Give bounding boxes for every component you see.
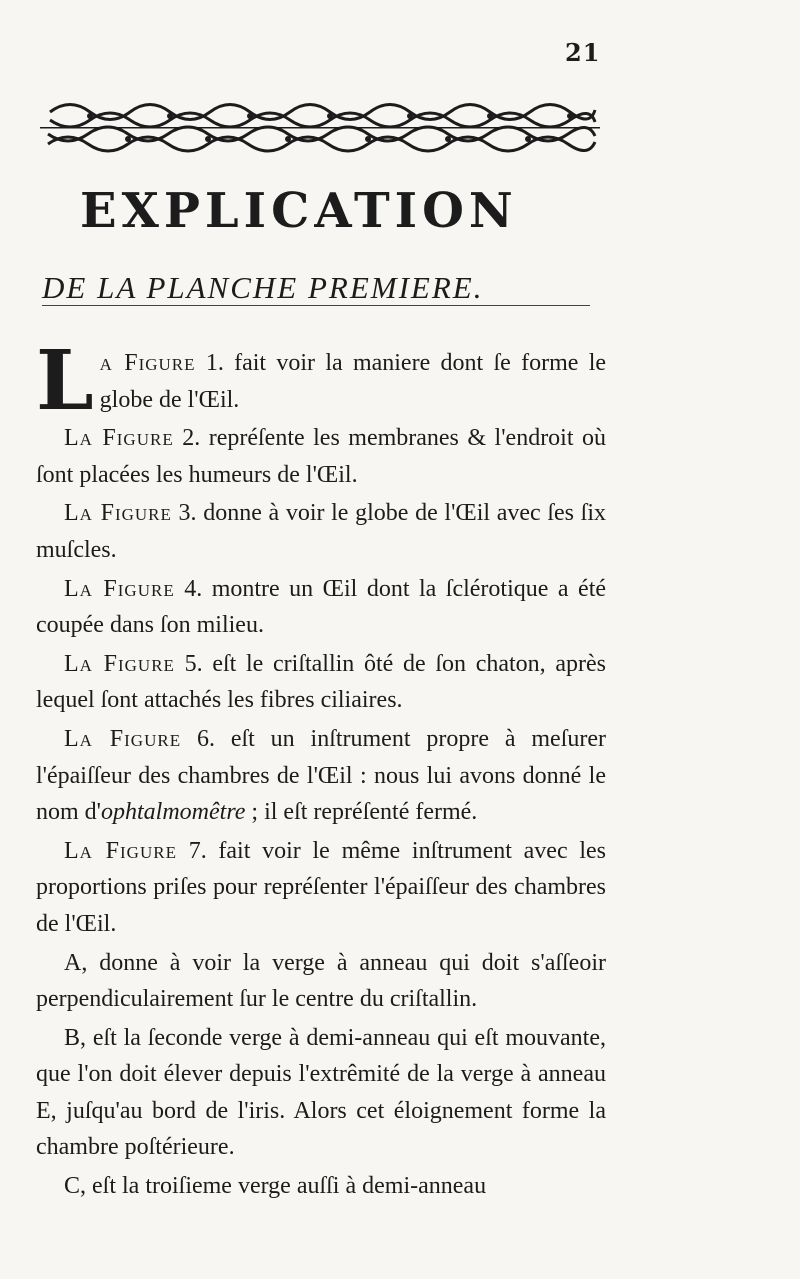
figure-label: La Figure [64,837,177,864]
figure-label: a Figure [99,350,196,376]
paragraph-part-a [36,945,606,1018]
figure-number: 4. [184,575,203,602]
paragraph-text: fait voir le même inſtrument avec les proportions priſes pour repréſenter l'épaiſſeur des chambres de l'Œil. [36,837,606,937]
paragraph-figure-3 [36,495,606,568]
paragraph-part-c [36,1168,606,1205]
paragraph-text: A, donne à voir la verge à anneau qui doit s'aſſeoir perpendiculairement ſur le centre du criſtallin. [36,949,606,1013]
paragraph-text: donne à voir le globe de l'Œil avec ſes ſix muſcles. [36,500,606,563]
paragraph-text: eſt le criſtallin ôté de ſon chaton, après lequel ſont attachés les fibres ciliaires. [36,650,607,714]
figure-number: 3. [178,500,197,527]
page-subheading: DE LA PLANCHE PREMIERE. [42,270,484,305]
paragraph-figure-5 [36,646,606,719]
figure-label: La Figure [64,500,172,527]
drop-cap: L [36,333,94,429]
instrument-name: ophtalmomêtre [101,799,246,826]
figure-number: 6. [196,725,215,752]
figure-label: La Figure [64,575,175,602]
paragraph-text: eſt un inſtrument propre à meſurer l'épaiſſeur des chambres de l'Œil : nous lui avons donné le nom d' [36,725,606,826]
subheading-rule [42,305,590,306]
body-text [36,333,607,1207]
paragraph-text-end: ; il eſt repréſenté fermé. [245,799,478,826]
paragraph-text: B, eſt la ſeconde verge à demi-anneau qui eſt mouvante, que l'on doit élever depuis l'extrêmité de la verge à anneau E, juſqu'au bord de l'iris. Alors cet éloignement forme la chambre poſtérieure. [36,1024,606,1161]
paragraph-figure-7 [36,833,606,943]
figure-label: La Figure [64,425,174,452]
paragraph-text: montre un Œil dont la ſclérotique a été coupée dans ſon milieu. [36,575,607,639]
decorative-ornament-band [40,92,600,160]
figure-label: La Figure [64,650,175,677]
paragraph-figure-4 [36,571,606,644]
figure-number: 7. [188,837,207,864]
page-heading: EXPLICATION [80,183,518,239]
paragraph-text: repréſente les membranes & l'endroit où ſont placées les humeurs de l'Œil. [36,425,607,488]
paragraph-figure-6 [36,721,606,831]
paragraph-figure-2 [36,420,606,493]
paragraph-part-b [36,1020,606,1166]
paragraph-text: C, eſt la troiſieme verge auſſi à demi-anneau [64,1173,487,1200]
paragraph-figure-1 [36,333,607,429]
paragraph-text: fait voir la maniere dont ſe forme le globe de l'Œil. [99,350,607,413]
page-number: 21 [565,38,601,67]
figure-label: La Figure [64,725,182,752]
figure-number: 1. [205,350,224,376]
figure-number: 5. [184,650,203,677]
figure-number: 2. [182,425,201,452]
